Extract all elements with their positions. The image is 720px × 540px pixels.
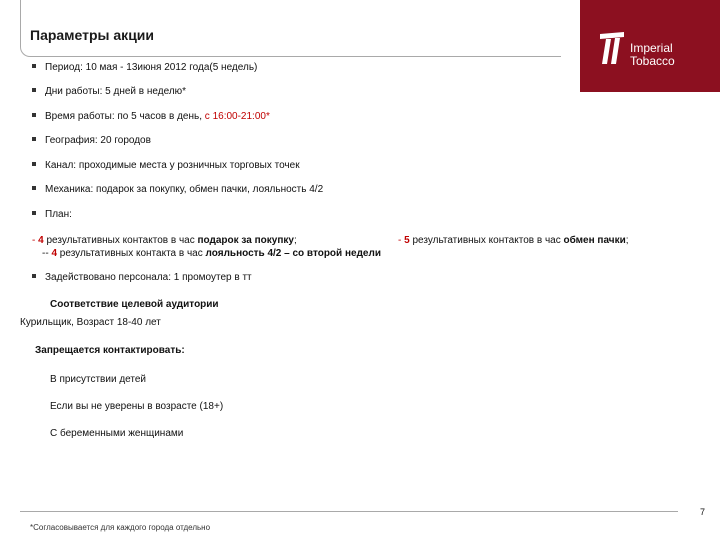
bullet-marker [32, 137, 36, 141]
page-number: 7 [700, 507, 706, 517]
forbidden-item: В присутствии детей [50, 374, 147, 385]
bullet-marker [32, 64, 36, 68]
footnote: *Согласовывается для каждого города отдельно [30, 523, 211, 532]
imperial-tobacco-logo-icon [597, 30, 627, 66]
plan-line-1-right: - 5 результативных контактов в час обмен пачки; [398, 235, 629, 246]
forbidden-heading: Запрещается контактировать: [35, 345, 185, 356]
plan-line-2: -- 4 результативных контакта в час лояльность 4/2 – со второй недели [42, 248, 381, 259]
page-title: Параметры акции [30, 27, 155, 43]
plan-line-1-left: - 4 результативных контактов в час подарок за покупку; [32, 235, 297, 246]
bullet-staff: Задействовано персонала: 1 промоутер в тт [32, 272, 252, 284]
forbidden-item: Если вы не уверены в возрасте (18+) [50, 401, 224, 412]
bullet-geo: География: 20 городов [32, 135, 151, 147]
logo-line2: Tobacco [630, 54, 675, 68]
audience-heading: Соответствие целевой аудитории [50, 299, 219, 310]
bullet-marker [32, 211, 36, 215]
bullet-marker [32, 274, 36, 278]
bullet-marker [32, 162, 36, 166]
bullet-period: Период: 10 мая - 13июня 2012 года(5 недель) [32, 62, 257, 74]
bullet-mechanics: Механика: подарок за покупку, обмен пачки, лояльность 4/2 [32, 184, 323, 196]
bullet-time: Время работы: по 5 часов в день, с 16:00-21:00* [32, 111, 270, 123]
forbidden-item: С беременными женщинами [50, 428, 184, 439]
bullet-days: Дни работы: 5 дней в неделю* [32, 86, 186, 98]
bullet-plan: План: [32, 209, 72, 221]
time-highlight: с 16:00-21:00* [204, 111, 270, 122]
footer-divider [20, 511, 678, 512]
bullet-marker [32, 113, 36, 117]
logo-line1: Imperial [630, 41, 673, 55]
bullet-marker [32, 88, 36, 92]
audience-text: Курильщик, Возраст 18-40 лет [20, 317, 161, 328]
bullet-marker [32, 186, 36, 190]
logo-text [630, 42, 675, 68]
bullet-channel: Канал: проходимые места у розничных торговых точек [32, 160, 300, 172]
